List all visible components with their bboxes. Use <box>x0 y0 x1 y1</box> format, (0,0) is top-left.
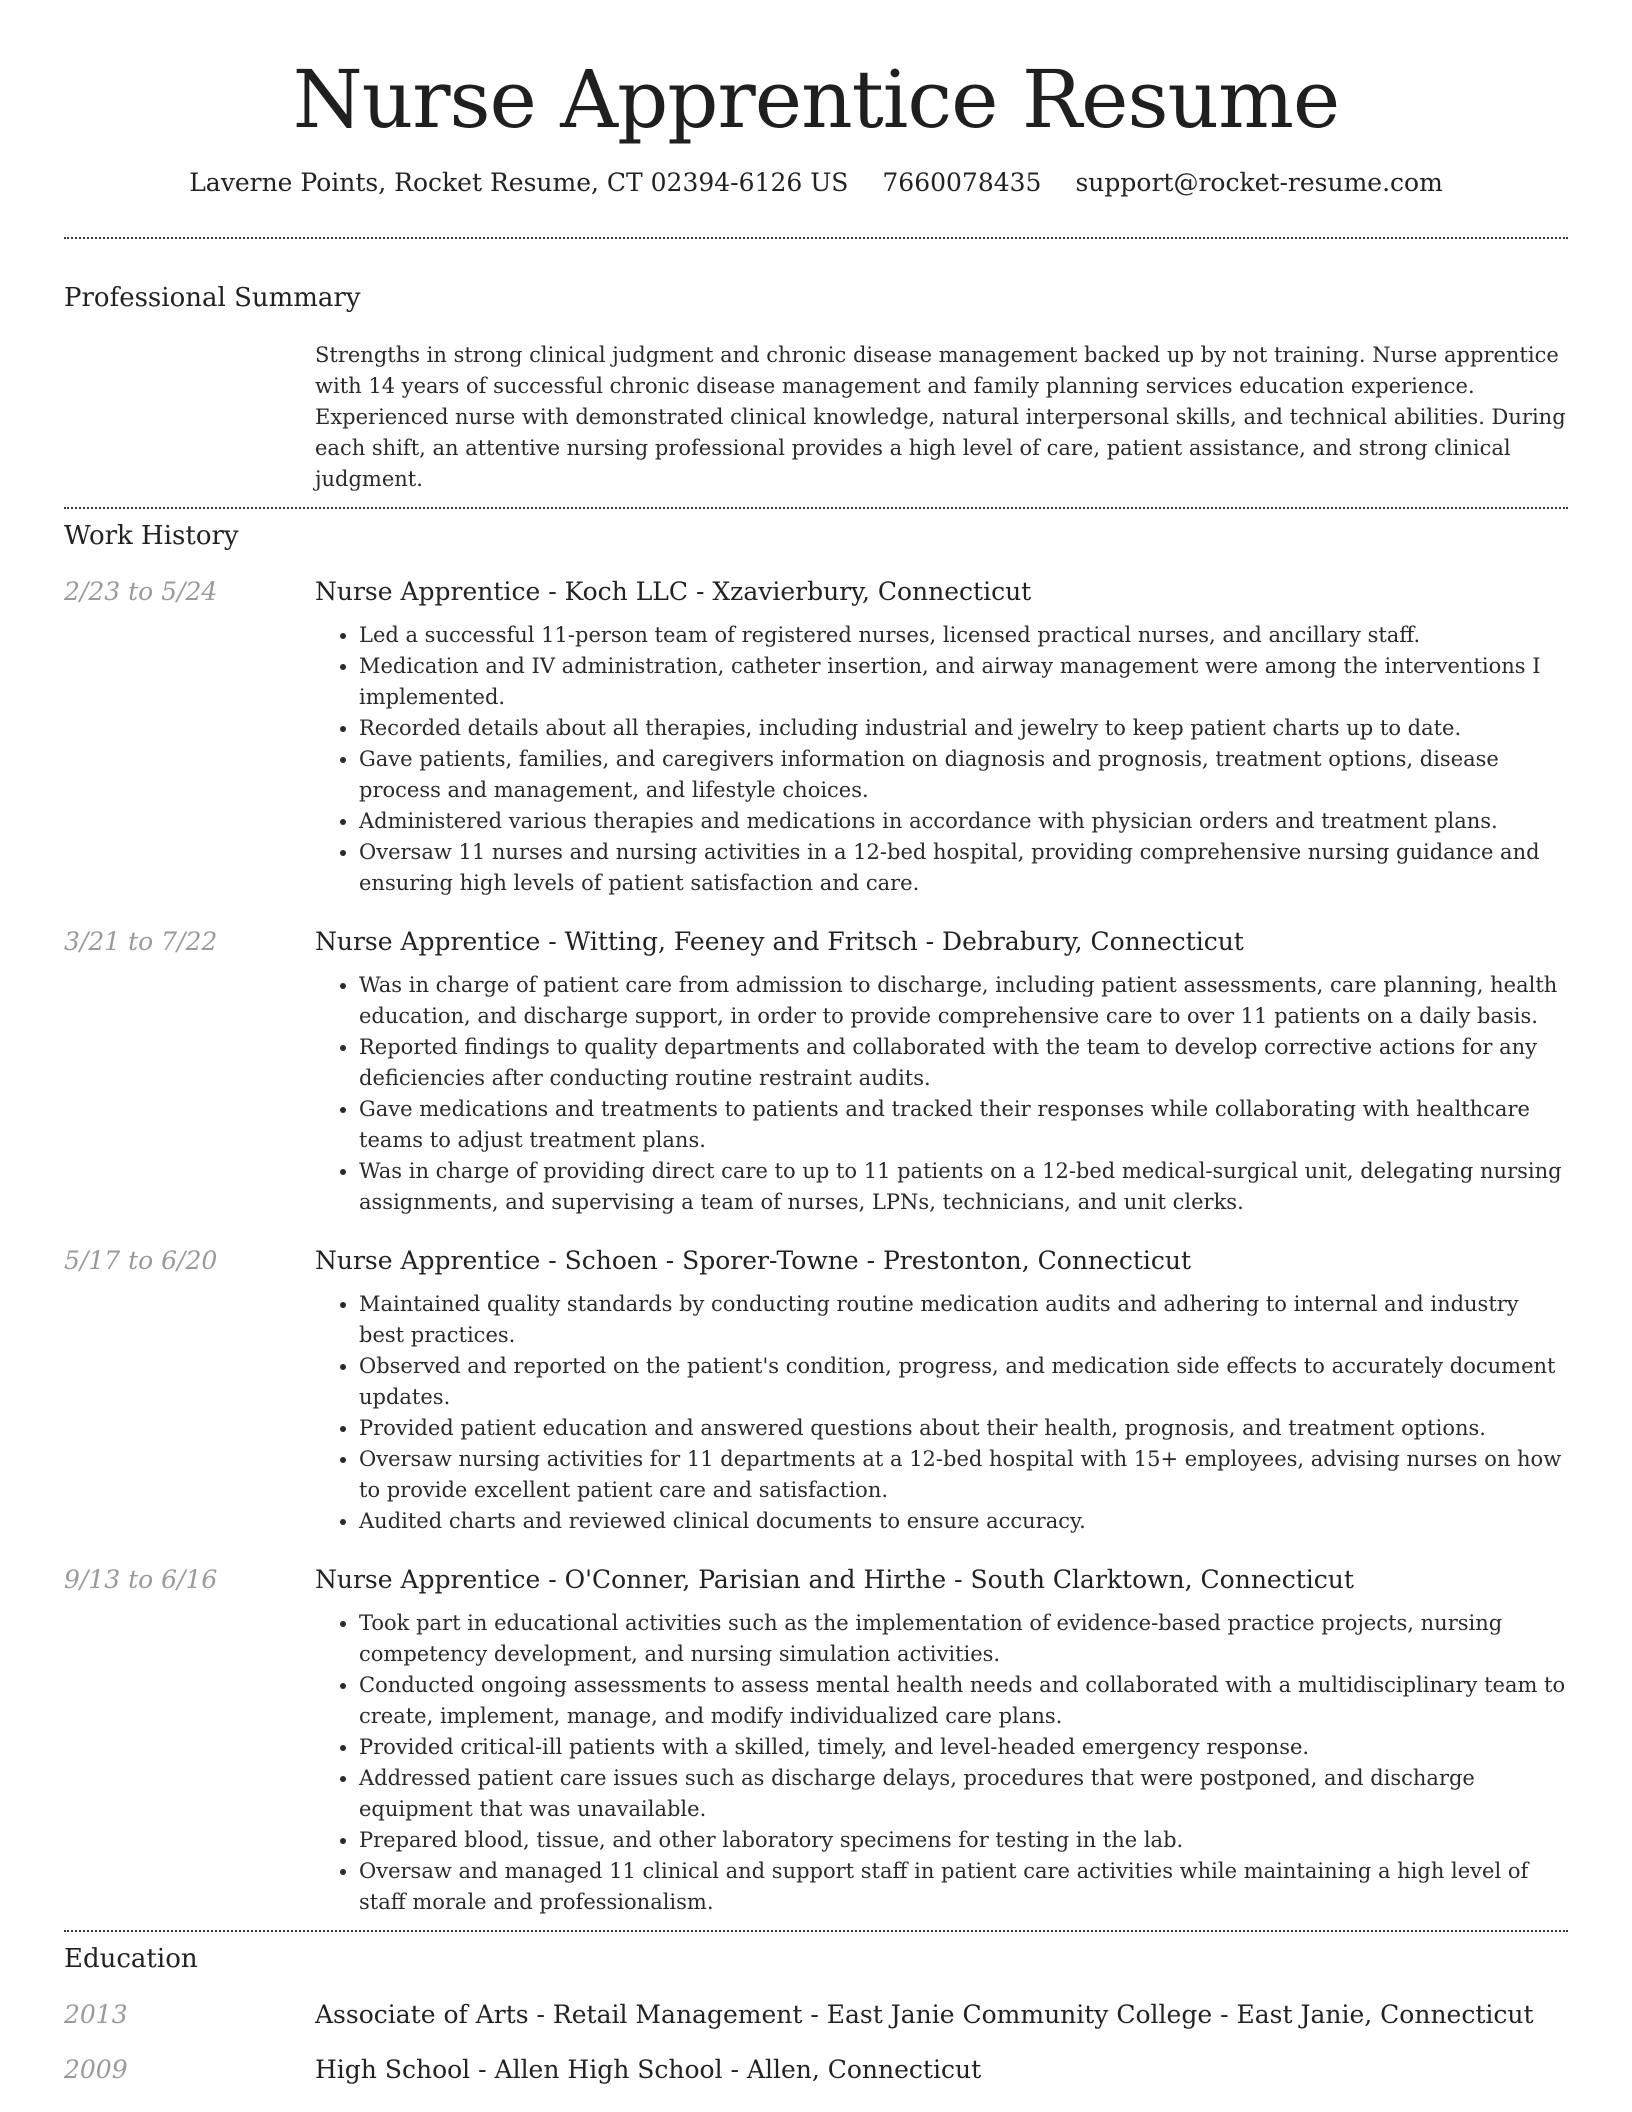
job-duty: • Medication and IV administration, catheter insertion, and airway management were among the interventions I implemented. <box>359 651 1568 713</box>
education-date: 2009 <box>64 2055 128 2084</box>
job-duty: • Took part in educational activities such as the implementation of evidence-based practice projects, nursing competency development, and nursing simulation activities. <box>359 1608 1568 1670</box>
contact-email: support@rocket-resume.com <box>1075 168 1443 197</box>
job-duty: • Was in charge of providing direct care to up to 11 patients on a 12-bed medical-surgical unit, delegating nursing assignments, and supervising a team of nurses, LPNs, technicians, and unit clerks. <box>359 1156 1568 1218</box>
job-duty: • Provided critical-ill patients with a skilled, timely, and level-headed emergency response. <box>359 1732 1568 1763</box>
contact-address: Laverne Points, Rocket Resume, CT 02394-6126 US <box>189 168 849 197</box>
section-title-education: Education <box>64 1944 198 1974</box>
job-duty: • Led a successful 11-person team of registered nurses, licensed practical nurses, and ancillary staff. <box>359 620 1568 651</box>
contact-phone: 7660078435 <box>882 168 1042 197</box>
resume-page <box>64 0 1568 2084</box>
job-duty: • Recorded details about all therapies, including industrial and jewelry to keep patient charts up to date. <box>359 713 1568 744</box>
education-title: Associate of Arts - Retail Management - East Janie Community College - East Janie, Connecticut <box>315 2000 1534 2029</box>
job-duty: • Administered various therapies and medications in accordance with physician orders and treatment plans. <box>359 806 1568 837</box>
job-duty: • Gave medications and treatments to patients and tracked their responses while collaborating with healthcare teams to adjust treatment plans. <box>359 1094 1568 1156</box>
job-date: 2/23 to 5/24 <box>64 577 218 606</box>
job-duty: • Prepared blood, tissue, and other laboratory specimens for testing in the lab. <box>359 1825 1568 1856</box>
job-duty: • Oversaw 11 nurses and nursing activities in a 12-bed hospital, providing comprehensive nursing guidance and ensuring high levels of patient satisfaction and care. <box>359 837 1568 899</box>
education-entry <box>64 2000 1568 2029</box>
job-duty: • Audited charts and reviewed clinical documents to ensure accuracy. <box>359 1506 1568 1537</box>
divider <box>64 237 1568 239</box>
job-entry <box>64 1565 1568 1918</box>
job-duty: • Was in charge of patient care from admission to discharge, including patient assessments, care planning, health education, and discharge support, in order to provide comprehensive care to over 11 patients on a daily basis. <box>359 970 1568 1032</box>
job-duty: • Oversaw and managed 11 clinical and support staff in patient care activities while maintaining a high level of staff morale and professionalism. <box>359 1856 1568 1918</box>
education-entry <box>64 2055 1568 2084</box>
education-title: High School - Allen High School - Allen, Connecticut <box>315 2055 982 2084</box>
job-date: 3/21 to 7/22 <box>64 927 218 956</box>
job-duty: • Reported findings to quality departments and collaborated with the team to develop corrective actions for any deficiencies after conducting routine restraint audits. <box>359 1032 1568 1094</box>
job-title: Nurse Apprentice - Koch LLC - Xzavierbury, Connecticut <box>315 577 1032 606</box>
job-duty: • Gave patients, families, and caregivers information on diagnosis and prognosis, treatment options, disease process and management, and lifestyle choices. <box>359 744 1568 806</box>
job-date: 5/17 to 6/20 <box>64 1246 218 1275</box>
job-title: Nurse Apprentice - Schoen - Sporer-Towne - Prestonton, Connecticut <box>315 1246 1192 1275</box>
job-entry <box>64 927 1568 1218</box>
job-duty: • Conducted ongoing assessments to assess mental health needs and collaborated with a multidisciplinary team to create, implement, manage, and modify individualized care plans. <box>359 1670 1568 1732</box>
job-duty: • Oversaw nursing activities for 11 departments at a 12-bed hospital with 15+ employees, advising nurses on how to provide excellent patient care and satisfaction. <box>359 1444 1568 1506</box>
job-duty: • Maintained quality standards by conducting routine medication audits and adhering to internal and industry best practices. <box>359 1289 1568 1351</box>
job-duties <box>315 970 1568 1218</box>
job-duty: • Provided patient education and answered questions about their health, prognosis, and treatment options. <box>359 1413 1568 1444</box>
job-date: 9/13 to 6/16 <box>64 1565 218 1594</box>
resume-title: Nurse Apprentice Resume <box>292 53 1340 146</box>
summary-text: Strengths in strong clinical judgment and chronic disease management backed up by not training. Nurse apprentice with 14 years of successful chronic disease management and family planning services education experience. Experienced nurse with demonstrated clinical knowledge, natural interpersonal skills, and technical abilities. During each shift, an attentive nursing professional provides a high level of care, patient assistance, and strong clinical judgment. <box>315 343 1566 491</box>
job-entry <box>64 1246 1568 1537</box>
job-title: Nurse Apprentice - O'Conner, Parisian and Hirthe - South Clarktown, Connecticut <box>315 1565 1354 1594</box>
education-date: 2013 <box>64 2000 128 2029</box>
section-title-work: Work History <box>64 521 239 551</box>
job-duties <box>315 1608 1568 1918</box>
job-duties <box>315 1289 1568 1537</box>
contact-line <box>64 168 1568 197</box>
section-title-summary: Professional Summary <box>64 283 361 313</box>
job-duty: • Observed and reported on the patient's condition, progress, and medication side effects to accurately document updates. <box>359 1351 1568 1413</box>
job-duty: • Addressed patient care issues such as discharge delays, procedures that were postponed, and discharge equipment that was unavailable. <box>359 1763 1568 1825</box>
job-entry <box>64 577 1568 899</box>
divider <box>64 507 1568 509</box>
job-duties <box>315 620 1568 899</box>
divider <box>64 1930 1568 1932</box>
job-title: Nurse Apprentice - Witting, Feeney and Fritsch - Debrabury, Connecticut <box>315 927 1244 956</box>
